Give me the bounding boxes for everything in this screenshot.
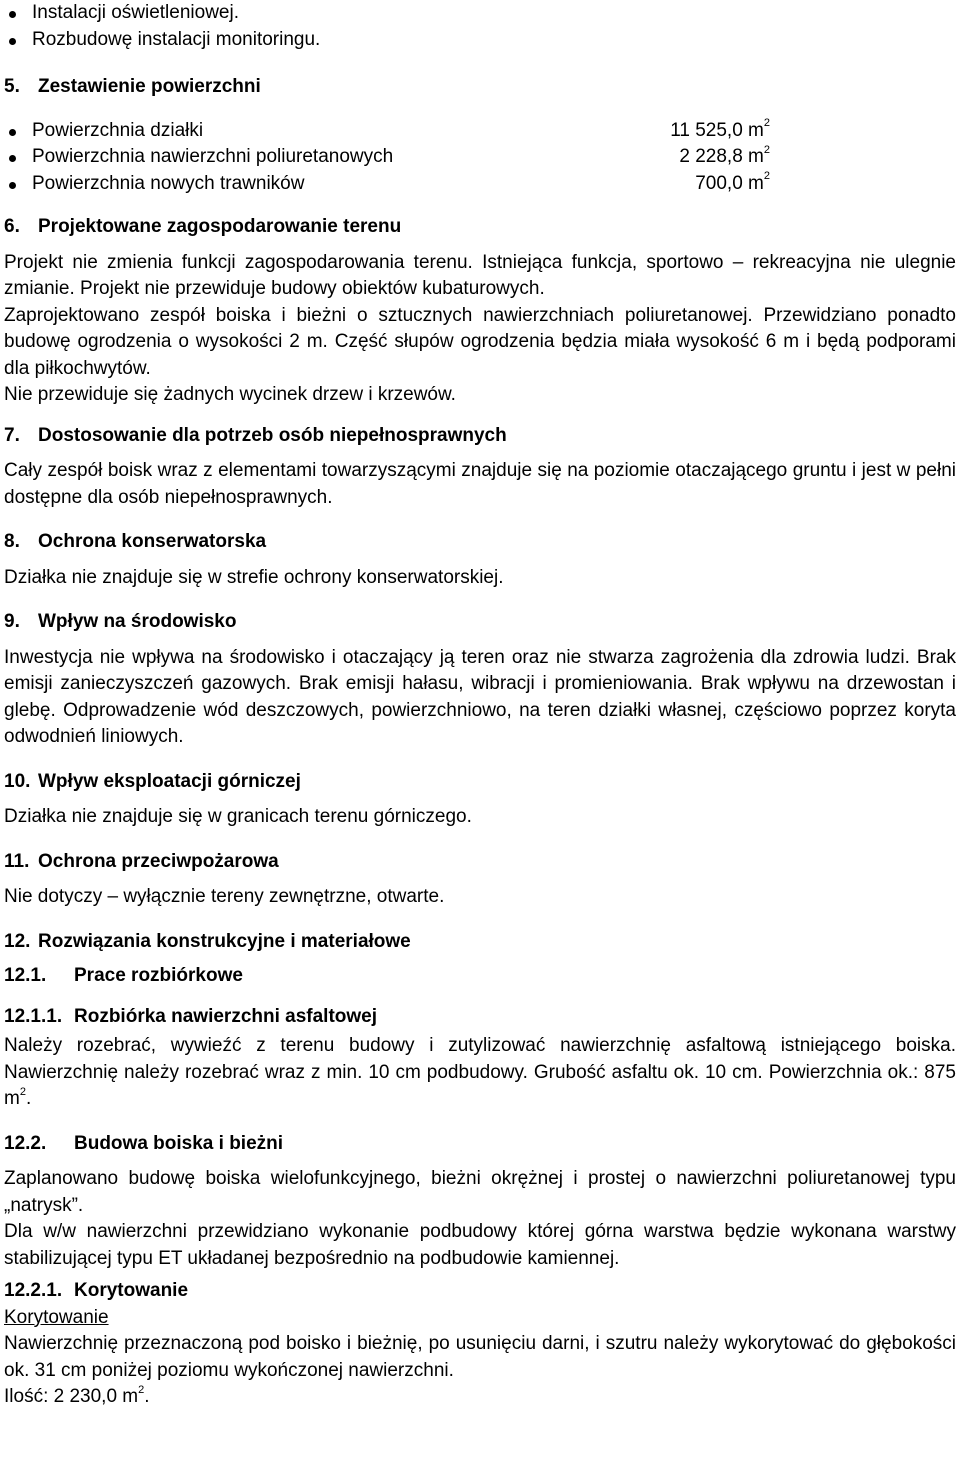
section-number: 12.2. (4, 1132, 47, 1154)
paragraph: Nie przewiduje się żadnych wycinek drzew i krzewów. (4, 384, 456, 405)
paragraph: Dla w/w nawierzchni przewidziano wykonanie podbudowy której górna warstwa będzie wykonana warstwy stabilizującej typu ET układanej bezpośrednio na podbudowie kamiennej. (4, 1221, 956, 1269)
subsection-heading (4, 1004, 956, 1031)
section-number: 5. (4, 76, 20, 97)
area-value: 11 525,0 $m^2$ (670, 117, 770, 141)
section-heading (4, 423, 956, 450)
section-title: Rozwiązania konstrukcyjne i materiałowe (38, 930, 411, 952)
section-title: Ochrona przeciwpożarowa (38, 850, 279, 872)
section-heading (4, 929, 956, 956)
paragraph: Działka nie znajduje się w granicach terenu górniczego. (4, 806, 472, 827)
section-heading (4, 849, 956, 876)
section-heading (4, 769, 956, 796)
intro-list (4, 0, 956, 53)
section-number: 8. (4, 531, 20, 552)
paragraph: Działka nie znajduje się w strefie ochrony konserwatorskiej. (4, 566, 504, 588)
section-number: 12. (4, 930, 31, 952)
section-number: 9. (4, 611, 20, 632)
section-title: Zestawienie powierzchni (38, 76, 261, 97)
section-number: 6. (4, 216, 20, 237)
list-item: Rozbudowę instalacji monitoringu. (4, 27, 956, 54)
section-number: 12.1.1. (4, 1005, 63, 1027)
section-title: Projektowane zagospodarowanie terenu (38, 216, 402, 237)
section-title: Prace rozbiórkowe (74, 965, 243, 986)
paragraph: Nie dotyczy – wyłącznie tereny zewnętrzne, otwarte. (4, 886, 445, 907)
underlined-subtitle: Korytowanie (4, 1306, 109, 1328)
section-title: Dostosowanie dla potrzeb osób niepełnosprawnych (38, 424, 507, 446)
paragraph: Należy rozebrać, wywieźć z terenu budowy i zutylizować nawierzchnię asfaltową istniejącego boiska. Nawierzchnię należy rozebrać wraz z min. 10 cm podbudowy. Grubość asfaltu ok. 10 cm. Powierzchnia ok.: 875 $m^2$. (4, 1035, 956, 1109)
paragraph: Projekt nie zmienia funkcji zagospodarowania terenu. Istniejąca funkcja, sportowo – rekreacyjna nie ulegnie zmianie. Projekt nie przewiduje budowy obiektów kubaturowych. (4, 251, 956, 299)
paragraph: Nawierzchnię przeznaczoną pod boisko i bieżnię, po usunięciu darni, i szutru należy wykorytować do głębokości ok. 31 cm poniżej poziomu wykończonej nawierzchni. (4, 1333, 956, 1381)
list-item: Instalacji oświetleniowej. (4, 0, 956, 27)
section-title: Wpływ na środowisko (38, 611, 237, 632)
area-value: 2 228,8 $m^2$ (679, 143, 770, 167)
area-label: Powierzchnia nawierzchni poliuretanowych (32, 146, 394, 167)
subsection-heading (4, 1131, 956, 1158)
section-title: Ochrona konserwatorska (38, 531, 267, 552)
section-number: 12.2.1. (4, 1280, 63, 1301)
paragraph: Inwestycja nie wpływa na środowisko i otaczający ją teren oraz nie stwarza zagrożenia dla zdrowia ludzi. Brak emisji zanieczyszczeń gazowych. Brak emisji hałasu, wibracji i promieniowania. Brak wpływu na drzewostan i glebę. Odprowadzenie wód deszczowych, powierzchniowo, na teren działki własnej, częściowo poprzez koryta odwodnień liniowych. (4, 646, 956, 747)
paragraph: Zaprojektowano zespół boiska i bieżni o sztucznych nawierzchniach poliuretanowej. Przewidziano ponadto budowę ogrodzenia o wysokości 2 m. Część słupów ogrodzenia będzia miała wysokość 6 m i będą podporami dla piłkochwytów. (4, 304, 956, 379)
list-item (4, 118, 770, 145)
section-heading (4, 529, 956, 556)
paragraph: Zaplanowano budowę boiska wielofunkcyjnego, bieżni okrężnej i prostej o nawierzchni poliuretanowej typu „natrysk”. (4, 1168, 956, 1216)
section-title: Budowa boiska i bieżni (74, 1132, 284, 1154)
section-title: Korytowanie (74, 1280, 189, 1301)
paragraph: Cały zespół boisk wraz z elementami towarzyszącymi znajduje się na poziomie otaczającego gruntu i jest w pełni dostępne dla osób niepełnosprawnych. (4, 460, 956, 508)
area-label: Powierzchnia działki (32, 119, 204, 141)
subsection-heading (4, 1278, 956, 1305)
section-title: Rozbiórka nawierzchni asfaltowej (74, 1005, 378, 1027)
list-item (4, 144, 770, 171)
subsection-heading (4, 963, 956, 990)
area-value: 700,0 $m^2$ (695, 170, 770, 194)
quantity-line: Ilość: 2 230,0 $m^2$. (4, 1383, 150, 1407)
section-number: 10. (4, 770, 31, 792)
document-page (4, 0, 956, 1411)
section-number: 12.1. (4, 965, 47, 986)
section-heading (4, 609, 956, 636)
section-number: 7. (4, 424, 20, 446)
section-heading (4, 214, 956, 241)
section-heading (4, 74, 956, 101)
area-label: Powierzchnia nowych trawników (32, 172, 305, 194)
list-item (4, 171, 770, 198)
area-list (4, 118, 956, 198)
section-number: 11. (4, 850, 30, 872)
section-title: Wpływ eksploatacji górniczej (38, 770, 301, 792)
